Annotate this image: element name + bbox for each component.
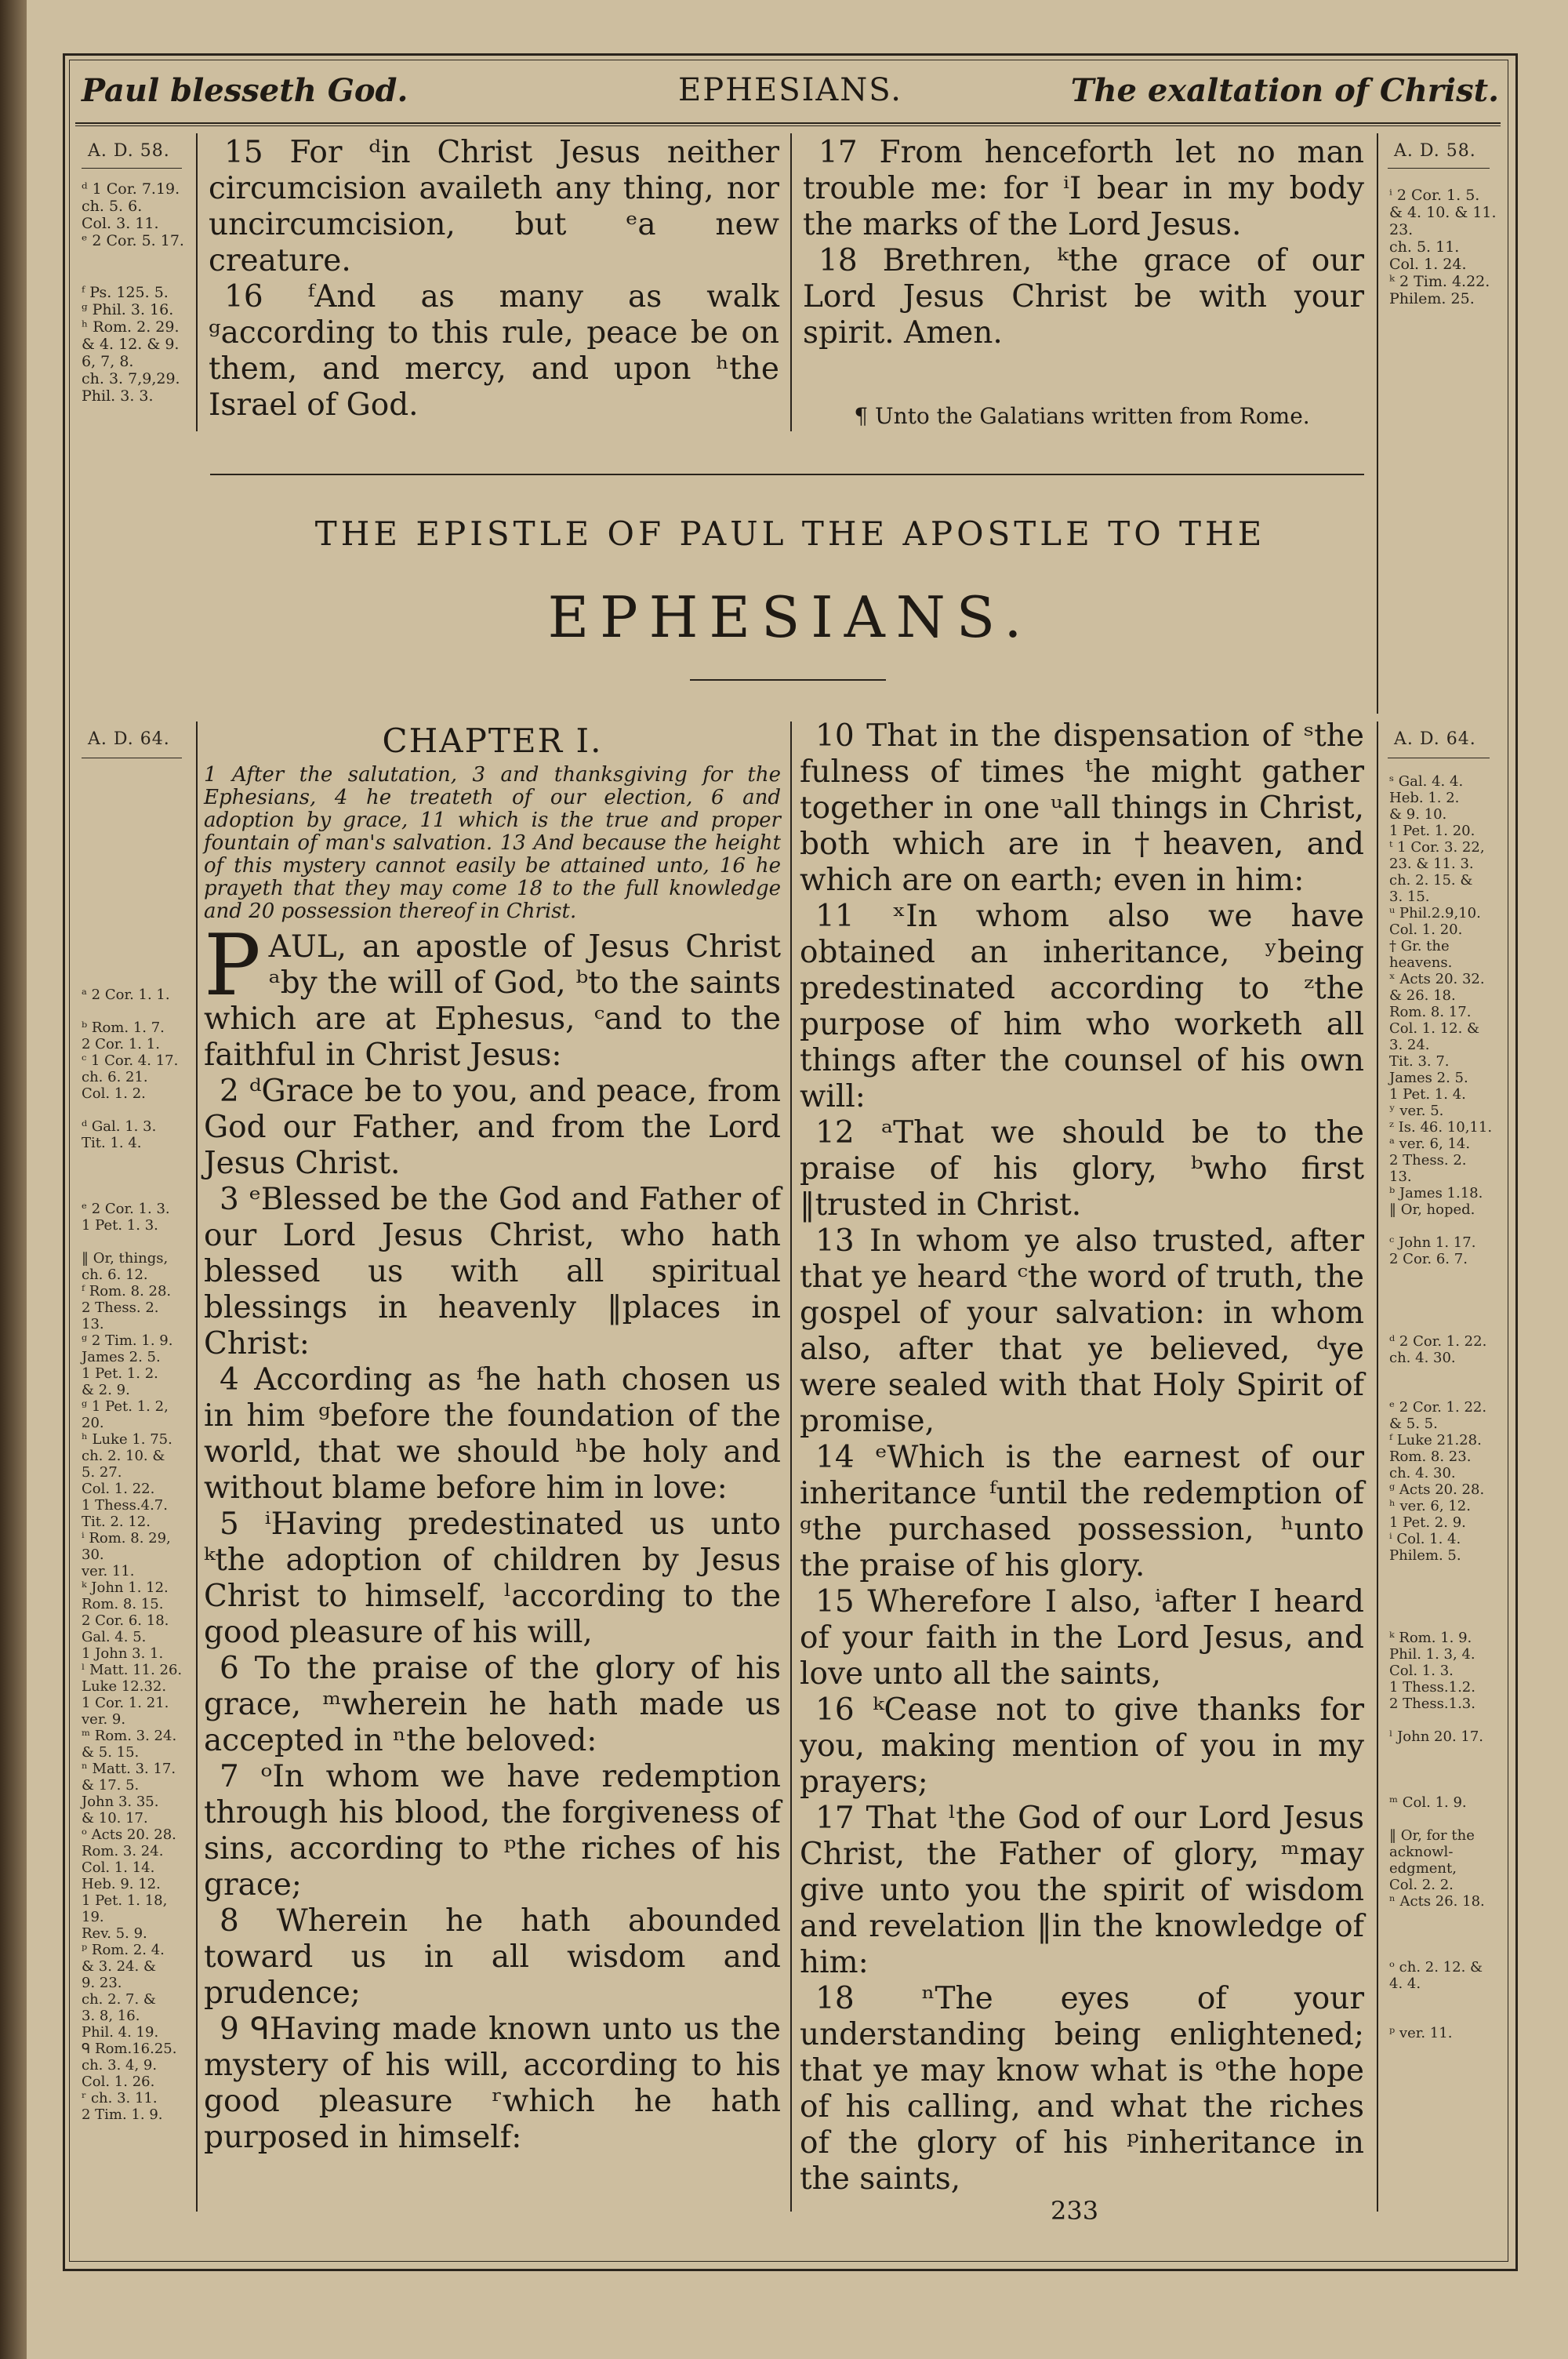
verse-eph-1-14: 14 ᵉWhich is the earnest of our inheritance ᶠuntil the redemption of ᵍthe purchased possession, ʰunto the praise of his glory. (800, 1440, 1364, 1583)
verse-eph-1-15: 15 Wherefore I also, ⁱafter I heard of your faith in the Lord Jesus, and love unto all the saints, (800, 1584, 1364, 1692)
verse-eph-1-18: 18 ⁿThe eyes of your understanding being enlightened; that ye may know what is ᵒthe hope of his calling, and what the riches of the glory of his ᵖinheritance in the saints, (800, 1981, 1364, 2197)
verse-eph-1-1 (204, 917, 781, 1074)
top-left-gutter (196, 133, 198, 431)
bottom-refs-right: ˢ Gal. 4. 4. Heb. 1. 2. & 9. 10. 1 Pet. 1. 20. ᵗ 1 Cor. 3. 22, 23. & 11. 3. ch. 2. 15. & 3. 15. ᵘ Phil.2.9,10. Col. 1. 20. † Gr. the heavens. ˣ Acts 20. 32. & 26. 18. Rom. 8. 17. Col. 1. 12. & 3. 24. Tit. 3. 7. James 2. 5. 1 Pet. 1. 4. ʸ ver. 5. ᶻ Is. 46. 10,11. ᵃ ver. 6, 14. 2 Thess. 2. 13. ᵇ James 1.18. ‖ Or, hoped. ᶜ John 1. 17. 2 Cor. 6. 7. ᵈ 2 Cor. 1. 22. ch. 4. 30. ᵉ 2 Cor. 1. 22. & 5. 5. ᶠ Luke 21.28. Rom. 8. 23. ch. 4. 30. ᵍ Acts 20. 28. ʰ ver. 6, 12. 1 Pet. 2. 9. ⁱ Col. 1. 4. Philem. 5. ᵏ Rom. 1. 9. Phil. 1. 3, 4. Col. 1. 3. 1 Thess.1.2. 2 Thess.1.3. ˡ John 20. 17. ᵐ Col. 1. 9. ‖ Or, for the acknowl- edgment, Col. 2. 2. ⁿ Acts 26. 18. ᵒ ch. 2. 12. & 4. 4. ᵖ ver. 11. (1389, 773, 1493, 2041)
verse-eph-1-5: 5 ⁱHaving predestinated us unto ᵏthe adoption of children by Jesus Christ to himself, ˡaccording to the good pleasure of his will, (204, 1507, 781, 1650)
drop-cap: P (204, 917, 261, 1015)
colophon: ¶ Unto the Galatians written from Rome. (854, 403, 1310, 429)
verse-gal-6-15: 15 For ᵈin Christ Jesus neither circumcision availeth any thing, nor uncircumcision, but ᵉa new creature. (209, 135, 779, 278)
verse-eph-1-11: 11 ˣIn whom also we have obtained an inheritance, ʸbeing predestinated according to ᶻthe purpose of him who worketh all things after the counsel of his own will: (800, 899, 1364, 1114)
header-center: EPHESIANS. (678, 72, 902, 108)
verse-eph-1-3: 3 ᵉBlessed be the God and Father of our Lord Jesus Christ, who hath blessed us with all spiritual blessings in heavenly ‖places in Christ: (204, 1182, 781, 1361)
top-ad-left-rule (82, 168, 182, 169)
verse-eph-1-16: 16 ᵏCease not to give thanks for you, making mention of you in my prayers; (800, 1692, 1364, 1800)
verse-gal-6-17: 17 From henceforth let no man trouble me: for ⁱI bear in my body the marks of the Lord Jesus. (803, 135, 1364, 242)
verse-gal-6-18: 18 Brethren, ᵏthe grace of our Lord Jesus Christ be with your spirit. Amen. (803, 243, 1364, 351)
section-rule (210, 474, 1364, 475)
header-rule (75, 122, 1501, 124)
top-ad-right-rule (1388, 168, 1490, 169)
book-title: EPHESIANS. (547, 584, 1033, 650)
verse-eph-1-13: 13 In whom ye also trusted, after that ye heard ᶜthe word of truth, the gospel of your salvation: in whom also, after that ye believed, ᵈye were sealed with that Holy Spirit of promise, (800, 1223, 1364, 1439)
verse-eph-1-17: 17 That ˡthe God of our Lord Jesus Christ, the Father of glory, ᵐmay give unto you the spirit of wisdom and revelation ‖in the knowledge of him: (800, 1801, 1364, 1980)
chapter-summary: 1 After the salutation, 3 and thanksgiving for the Ephesians, 4 he treateth of our election, 6 and adoption by grace, 11 which is the true and proper fountain of man's salvation. 13 And because the height of this mystery cannot easily be attained unto, 16 he prayeth that they may come 18 to the full knowledge and 20 possession thereof in Christ. (204, 763, 781, 923)
top-ad-left: A. D. 58. (88, 141, 170, 161)
verse-eph-1-7: 7 ᵒIn whom we have redemption through his blood, the forgiveness of sins, according to ᵖthe riches of his grace; (204, 1759, 781, 1903)
top-col2 (803, 135, 1364, 351)
verse-eph-1-9: 9 ᑫHaving made known unto us the mystery of his will, according to his good pleasure ʳwhich he hath purposed in himself: (204, 2012, 781, 2155)
epistle-title: THE EPISTLE OF PAUL THE APOSTLE TO THE (314, 514, 1266, 553)
bottom-refs-left: ᵃ 2 Cor. 1. 1. ᵇ Rom. 1. 7. 2 Cor. 1. 1. ᶜ 1 Cor. 4. 17. ch. 6. 21. Col. 1. 2. ᵈ Gal. 1. 3. Tit. 1. 4. ᵉ 2 Cor. 1. 3. 1 Pet. 1. 3. ‖ Or, things, ch. 6. 12. ᶠ Rom. 8. 28. 2 Thess. 2. 13. ᵍ 2 Tim. 1. 9. James 2. 5. 1 Pet. 1. 2. & 2. 9. ᵍ 1 Pet. 1. 2, 20. ʰ Luke 1. 75. ch. 2. 10. & 5. 27. Col. 1. 22. 1 Thess.4.7. Tit. 2. 12. ⁱ Rom. 8. 29, 30. ver. 11. ᵏ John 1. 12. Rom. 8. 15. 2 Cor. 6. 18. Gal. 4. 5. 1 John 3. 1. ˡ Matt. 11. 26. Luke 12.32. 1 Cor. 1. 21. ver. 9. ᵐ Rom. 3. 24. & 5. 15. ⁿ Matt. 3. 17. & 17. 5. John 3. 35. & 10. 17. ᵒ Acts 20. 28. Rom. 3. 24. Col. 1. 14. Heb. 9. 12. 1 Pet. 1. 18, 19. Rev. 5. 9. ᵖ Rom. 2. 4. & 3. 24. & 9. 23. ch. 2. 7. & 3. 8, 16. Phil. 4. 19. ᑫ Rom.16.25. ch. 3. 4, 9. Col. 1. 26. ʳ ch. 3. 11. 2 Tim. 1. 9. (82, 987, 183, 2123)
page-number: 233 (1051, 2196, 1099, 2226)
top-ad-right: A. D. 58. (1394, 141, 1476, 161)
verse-gal-6-16: 16 ᶠAnd as many as walk ᵍaccording to this rule, peace be on them, and mercy, and upon ʰthe Israel of God. (209, 279, 779, 423)
verse-eph-1-12: 12 ᵃThat we should be to the praise of his glory, ᵇwho first ‖trusted in Christ. (800, 1115, 1364, 1223)
header-left: Paul blesseth God. (82, 72, 408, 109)
top-refs-left: ᵈ 1 Cor. 7.19. ch. 5. 6. Col. 3. 11. ᵉ 2 Cor. 5. 17. ᶠ Ps. 125. 5. ᵍ Phil. 3. 16. ʰ Rom. 2. 29. & 4. 12. & 9. 6, 7, 8. ch. 3. 7,9,29. Phil. 3. 3. (82, 180, 184, 405)
verse-eph-1-6: 6 To the praise of the glory of his grace, ᵐwherein he hath made us accepted in ⁿthe beloved: (204, 1651, 781, 1758)
header-right: The exaltation of Christ. (1070, 72, 1499, 109)
verse-eph-1-4: 4 According as ᶠhe hath chosen us in him ᵍbefore the foundation of the world, that we should ʰbe holy and without blame before him in love: (204, 1362, 781, 1506)
title-rule (690, 679, 886, 681)
bottom-center-gutter (790, 722, 792, 2212)
bottom-ad-left: A. D. 64. (88, 729, 170, 749)
verse-eph-1-8: 8 Wherein he hath abounded toward us in all wisdom and prudence; (204, 1903, 781, 2011)
top-center-gutter (790, 133, 792, 431)
bottom-left-gutter (196, 722, 198, 2212)
bottom-ad-right: A. D. 64. (1394, 729, 1476, 749)
header-rule-thin (75, 125, 1501, 126)
chapter-col1 (204, 723, 781, 2156)
top-col1 (209, 135, 779, 423)
chapter-heading: CHAPTER I. (382, 722, 603, 760)
top-refs-right: ⁱ 2 Cor. 1. 5. & 4. 10. & 11. 23. ch. 5. 11. Col. 1. 24. ᵏ 2 Tim. 4.22. Philem. 25. (1389, 187, 1497, 307)
chapter-col2 (800, 718, 1364, 2197)
verse-eph-1-10: 10 That in the dispensation of ˢthe fulness of times ᵗhe might gather together in one ᵘall things in Christ, both which are in †heaven, and which are on earth; even in him: (800, 718, 1364, 898)
running-header (82, 69, 1499, 116)
verse-eph-1-1-text: AUL, an apostle of Jesus Christ ᵃby the will of God, ᵇto the saints which are at Ephesus, ᶜand to the faithful in Christ Jesus: (204, 929, 781, 1073)
bottom-right-gutter (1377, 722, 1378, 2212)
verse-eph-1-2: 2 ᵈGrace be to you, and peace, from God our Father, and from the Lord Jesus Christ. (204, 1074, 781, 1181)
